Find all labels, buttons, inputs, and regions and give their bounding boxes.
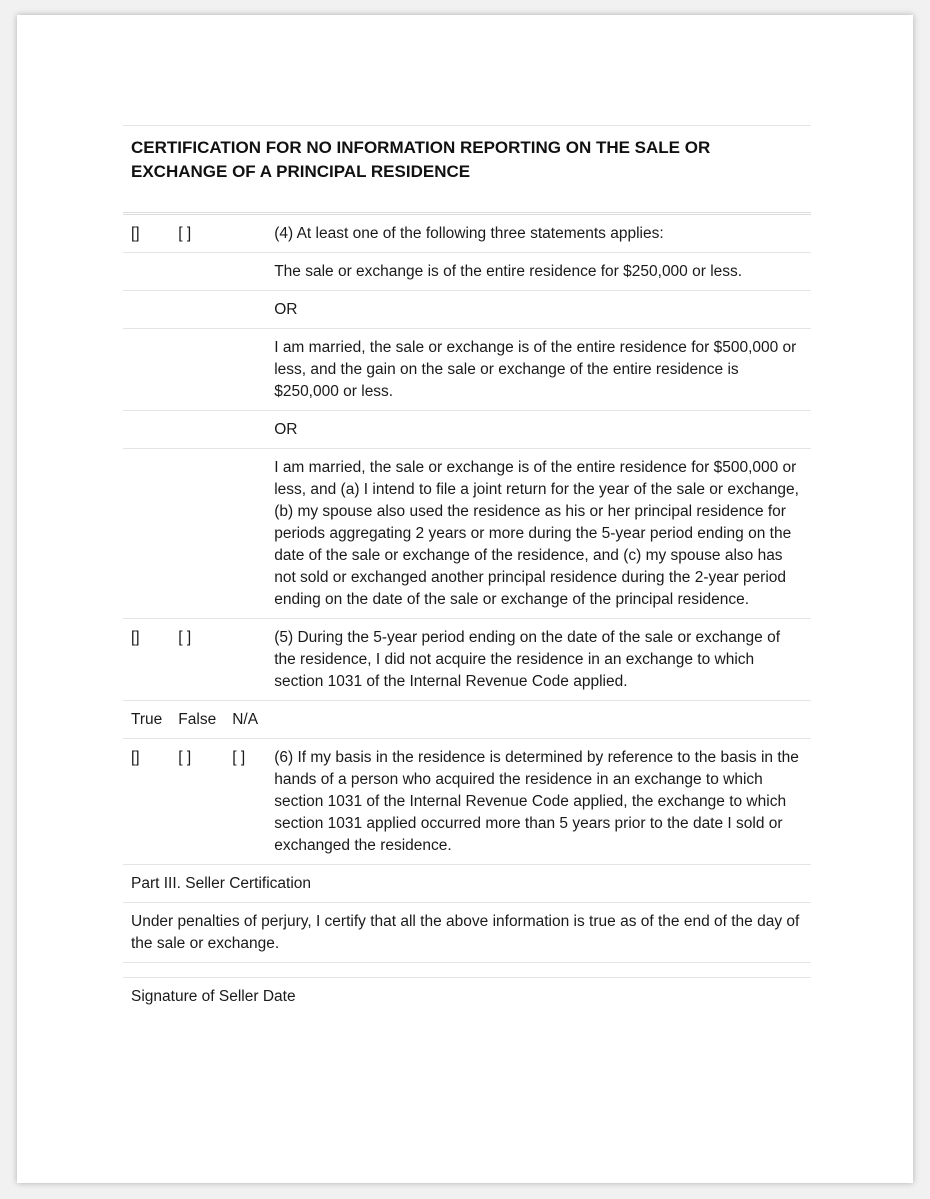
form-title-line-2: EXCHANGE OF A PRINCIPAL RESIDENCE — [131, 162, 471, 181]
document-page — [17, 15, 913, 1183]
statement-a-text: The sale or exchange is of the entire residence for $250,000 or less. — [266, 253, 811, 291]
form-title — [123, 125, 811, 212]
item-6-text: (6) If my basis in the residence is determined by reference to the basis in the hands of a person who acquired the residence in an exchange to which section 1031 of the Internal Revenue Code applied, the exchange to which section 1031 applied occurred more than 5 years prior to the date I sold or exchanged the residence. — [266, 739, 811, 865]
certification-table — [123, 215, 811, 865]
form-content — [123, 125, 811, 1016]
or-row-1 — [123, 291, 811, 329]
item-4-text: (4) At least one of the following three statements applies: — [266, 215, 811, 253]
item-5-false-checkbox[interactable]: [ ] — [170, 619, 224, 701]
item-4-false-checkbox[interactable]: [ ] — [170, 215, 224, 253]
perjury-statement: Under penalties of perjury, I certify that all the above information is true as of the end of the day of the sale or exchange. — [123, 903, 811, 963]
item-4-row — [123, 215, 811, 253]
signature-spacer — [123, 963, 811, 978]
item-5-row — [123, 619, 811, 701]
signature-line: Signature of Seller Date — [131, 988, 296, 1005]
item-4-true-checkbox[interactable]: [] — [123, 215, 170, 253]
or-row-2 — [123, 411, 811, 449]
part-3-heading: Part III. Seller Certification — [123, 865, 811, 903]
item-6-na-checkbox[interactable]: [ ] — [224, 739, 266, 865]
form-title-line-1: CERTIFICATION FOR NO INFORMATION REPORTING ON THE SALE OR — [131, 138, 711, 157]
or-label-2: OR — [266, 411, 811, 449]
column-header-na: N/A — [224, 701, 266, 739]
column-header-row — [123, 701, 811, 739]
item-5-true-checkbox[interactable]: [] — [123, 619, 170, 701]
statement-c-text: I am married, the sale or exchange is of the entire residence for $500,000 or less, and (a) I intend to file a joint return for the year of the sale or exchange, (b) my spouse also used the residence as his or her principal residence for periods aggregating 2 years or more during the 5-year period ending on the date of the sale or exchange of the residence, and (c) my spouse also has not sold or exchanged another principal residence during the 2-year period ending on the date of the sale or exchange of the principal residence. — [266, 449, 811, 619]
item-5-text: (5) During the 5-year period ending on the date of the sale or exchange of the residence, I did not acquire the residence in an exchange to which section 1031 of the Internal Revenue Code applied. — [266, 619, 811, 701]
item-6-true-checkbox[interactable]: [] — [123, 739, 170, 865]
item-6-false-checkbox[interactable]: [ ] — [170, 739, 224, 865]
statement-b-text: I am married, the sale or exchange is of the entire residence for $500,000 or less, and the gain on the sale or exchange of the entire residence is $250,000 or less. — [266, 329, 811, 411]
or-label-1: OR — [266, 291, 811, 329]
statement-a-row — [123, 253, 811, 291]
column-header-false: False — [170, 701, 224, 739]
statement-b-row — [123, 329, 811, 411]
item-6-row — [123, 739, 811, 865]
statement-c-row — [123, 449, 811, 619]
column-header-true: True — [123, 701, 170, 739]
